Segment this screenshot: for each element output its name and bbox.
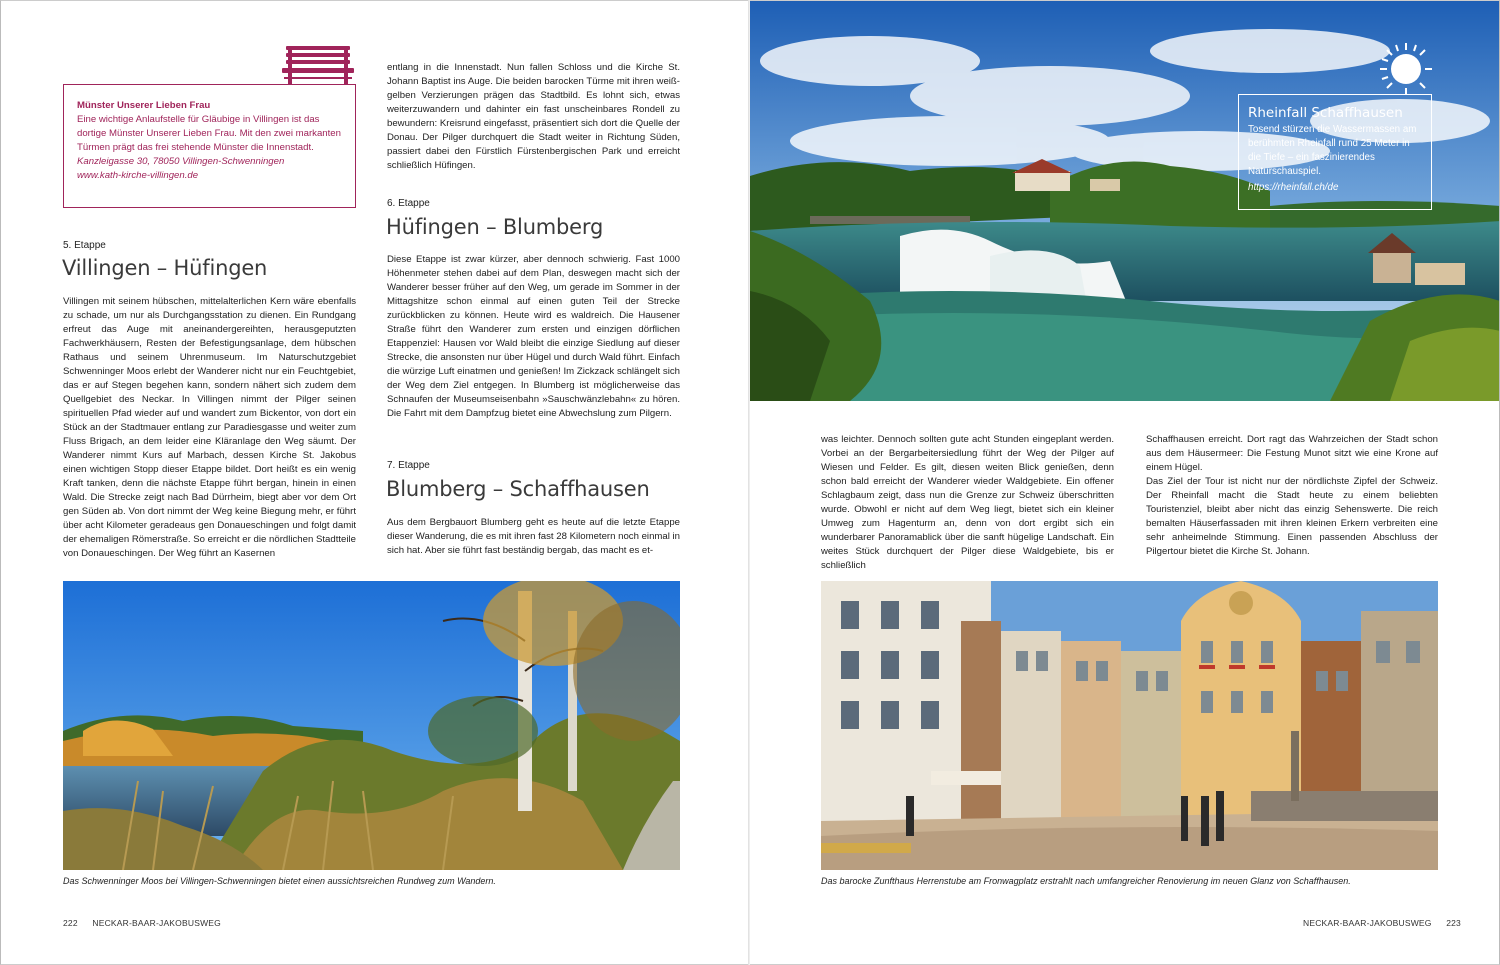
- stage6-title: Hüfingen – Blumberg: [386, 215, 604, 239]
- rheinfall-link[interactable]: https://rheinfall.ch/de: [1248, 182, 1339, 193]
- stage6-label: 6. Etappe: [387, 198, 430, 209]
- right-col2-text: [1146, 433, 1438, 559]
- bench-icon: [280, 44, 356, 86]
- right-col2-para2: Das Ziel der Tour ist nicht nur der nördlichste Zipfel der Schweiz. Der Rheinfall macht die Stadt heute zu einem beliebten Touristenziel, bleibt aber nicht das einzig Sehenswerte. Die reich bemalten Häuserfassaden mit ihren kleinen Erkern verbreiten eine sehr anheimelnde Stimmung. Einen passenden Abschluss der Pilgertour bietet die Kirche St. Johann.: [1146, 476, 1438, 557]
- footer-right: [1303, 918, 1461, 928]
- caption-right: Das barocke Zunfthaus Herrenstube am Fronwagplatz erstrahlt nach umfangreicher Renovierung im neuen Glanz von Schaffhausen.: [821, 876, 1351, 886]
- footer-left: [63, 918, 221, 928]
- right-col1-text: was leichter. Dennoch sollten gute acht Stunden eingeplant werden. Vorbei an der Bergarbeitersiedlung führt der Weg der Pilger auf Wiesen und Felder. Es gilt, diesen weiten Blick genießen, denn schon bald erreicht der Wanderer wieder Waldgebiete. Ein offener Schlagbaum zeigt, dass nun die Grenze zur Schweiz überschritten wurde. Obwohl er nicht auf dem Weg liegt, bietet sich ein kleiner Umweg zum Hagenturm an, denn von dort ergibt sich ein wunderbarer Panoramablick über die sanft hügelige Landschaft. Ein weites Stück durchquert der Pilger diese Waldgebiete, bis er schließlich: [821, 434, 1114, 571]
- info-box-body: Eine wichtige Anlaufstelle für Gläubige in Villingen ist das dortige Münster Unserer Lieben Frau. Mit den zwei markanten Türmen prägt das frei stehende Münster die Innenstadt.: [77, 114, 341, 153]
- sun-icon: [1378, 41, 1434, 97]
- rheinfall-info-box: [1238, 94, 1432, 210]
- rheinfall-text: Tosend stürzen die Wassermassen am berühmten Rheinfall rund 25 Meter in die Tiefe – ein faszinierendes Naturschauspiel.: [1248, 124, 1417, 177]
- right-col2-para1: Schaffhausen erreicht. Dort ragt das Wahrzeichen der Stadt schon aus dem Häusermeer: Die Festung Munot sitzt wie eine Krone auf einem Hügel.: [1146, 434, 1438, 473]
- stage7-text: Aus dem Bergbauort Blumberg geht es heute auf die letzte Etappe dieser Wanderung, die es mit ihren fast 28 Kilometern noch einmal in sich hat. Aber sie führt fast beständig bergab, das macht es et-: [387, 517, 680, 556]
- schaffhausen-photo: [821, 581, 1438, 870]
- stage6-text: Diese Etappe ist zwar kürzer, aber dennoch schwierig. Fast 1000 Höhenmeter stehen dabei auf dem Plan, deswegen macht sich der Wanderer besser früher auf den Weg, um gerade im Sommer in der Mittagshitze schon einmal auf einen guten Teil der Strecke zurückblicken zu können. Heute wird es waldreich. Die Hausener Straße führt den Wanderer zum ersten und einzigen dörflichen Etappenziel: Hausen vor Wald bleibt die einzige Siedlung auf dieser Strecke, die ansonsten nur über Hügel und durch Wald führt. Einfach die würzige Luft einatmen und genießen! Im Zickzack schlängelt sich der Weg dem Ziel entgegen. In Blumberg ist möglicherweise das Schnaufen der Museumseisenbahn »Sauschwänzlebahn« zu hören. Die Fahrt mit dem Dampfzug bietet eine Abwechslung zum Pilgern.: [387, 254, 680, 419]
- stage7-title: Blumberg – Schaffhausen: [386, 477, 650, 501]
- footer-title-left: NECKAR-BAAR-JAKOBUSWEG: [92, 918, 221, 928]
- footer-title-right: NECKAR-BAAR-JAKOBUSWEG: [1303, 918, 1432, 928]
- moor-photo: [63, 581, 680, 870]
- rheinfall-title: Rheinfall Schaffhausen: [1248, 105, 1403, 121]
- info-box-muenster: [63, 84, 356, 208]
- page-number-left: 222: [63, 918, 78, 928]
- stage5-text: Villingen mit seinem hübschen, mittelalterlichen Kern wäre ebenfalls zu schade, um nur als Durchgangsstation zu dienen. Ein Rundgang erfreut das Auge mit aneinandergereihten, herausgeputzten Fachwerkhäusern, Resten der Befestigungsanlage, dem hübschen Rathaus und seinem Uhrenmuseum. Im Naturschutzgebiet Schwenninger Moos erlebt der Wanderer nicht nur ein Feuchtgebiet, das er auf Stegen begehen kann, sondern nähert sich zudem dem Quellgebiet des Neckar. In Villingen nimmt der Pilger seinen spirituellen Pfad wieder auf und wandert zum Bickentor, von dort ein Stück an der Stadtmauer entlang zur Paradiesgasse und weiter zum Fluss Brigach, an dem leider eine Kläranlage den Weg säumt. Der Wanderer nimmt Kurs auf Marbach, dessen Kirche St. Jakobus einen wichtigen Stopp dieser Etappe bildet. Dort heißt es ein wenig Kraft tanken, denn die nächste Etappe führt bergan, hinein in einen Wald. Die Strecke zeigt nach Bad Dürrheim, biegt aber vor dem Ort gen Süden ab. Von dort nimmt der Weg keine Biegung mehr, er führt über acht Kilometer geradeaus gen Donaueschingen und folgt damit der ehemaligen Römerstraße. So erreicht er die nördlichen Stadtteile von Donaueschingen. Der Weg führt an Kasernen: [63, 296, 356, 559]
- info-box-title: Münster Unserer Lieben Frau: [77, 100, 211, 111]
- rheinfall-photo: [750, 1, 1500, 401]
- right-page: [750, 0, 1500, 965]
- col2-top-text: entlang in die Innenstadt. Nun fallen Schloss und die Kirche St. Johann Baptist ins Auge. Die beiden barocken Türme mit ihren weiß-gelben Verzierungen prägen das Stadtbild. Es lohnt sich, etwas weiterzuwandern und dahinter ein fast unscheinbares Rondell zu bewundern: Kreisrund eingefasst, präsentiert sich dort die Quelle der Donau. Der Pilger durchquert die Stadt weiter in Richtung Süden, passiert dabei den Fürstlich Fürstenbergischen Park und erreicht schließlich Hüfingen.: [387, 62, 680, 171]
- info-box-address: Kanzleigasse 30, 78050 Villingen-Schwenningen: [77, 156, 285, 167]
- page-number-right: 223: [1446, 918, 1461, 928]
- stage5-label: 5. Etappe: [63, 240, 106, 251]
- caption-left: Das Schwenninger Moos bei Villingen-Schwenningen bietet einen aussichtsreichen Rundweg zum Wandern.: [63, 876, 496, 886]
- info-box-website[interactable]: www.kath-kirche-villingen.de: [77, 170, 199, 181]
- stage7-label: 7. Etappe: [387, 460, 430, 471]
- stage5-title: Villingen – Hüfingen: [62, 256, 268, 280]
